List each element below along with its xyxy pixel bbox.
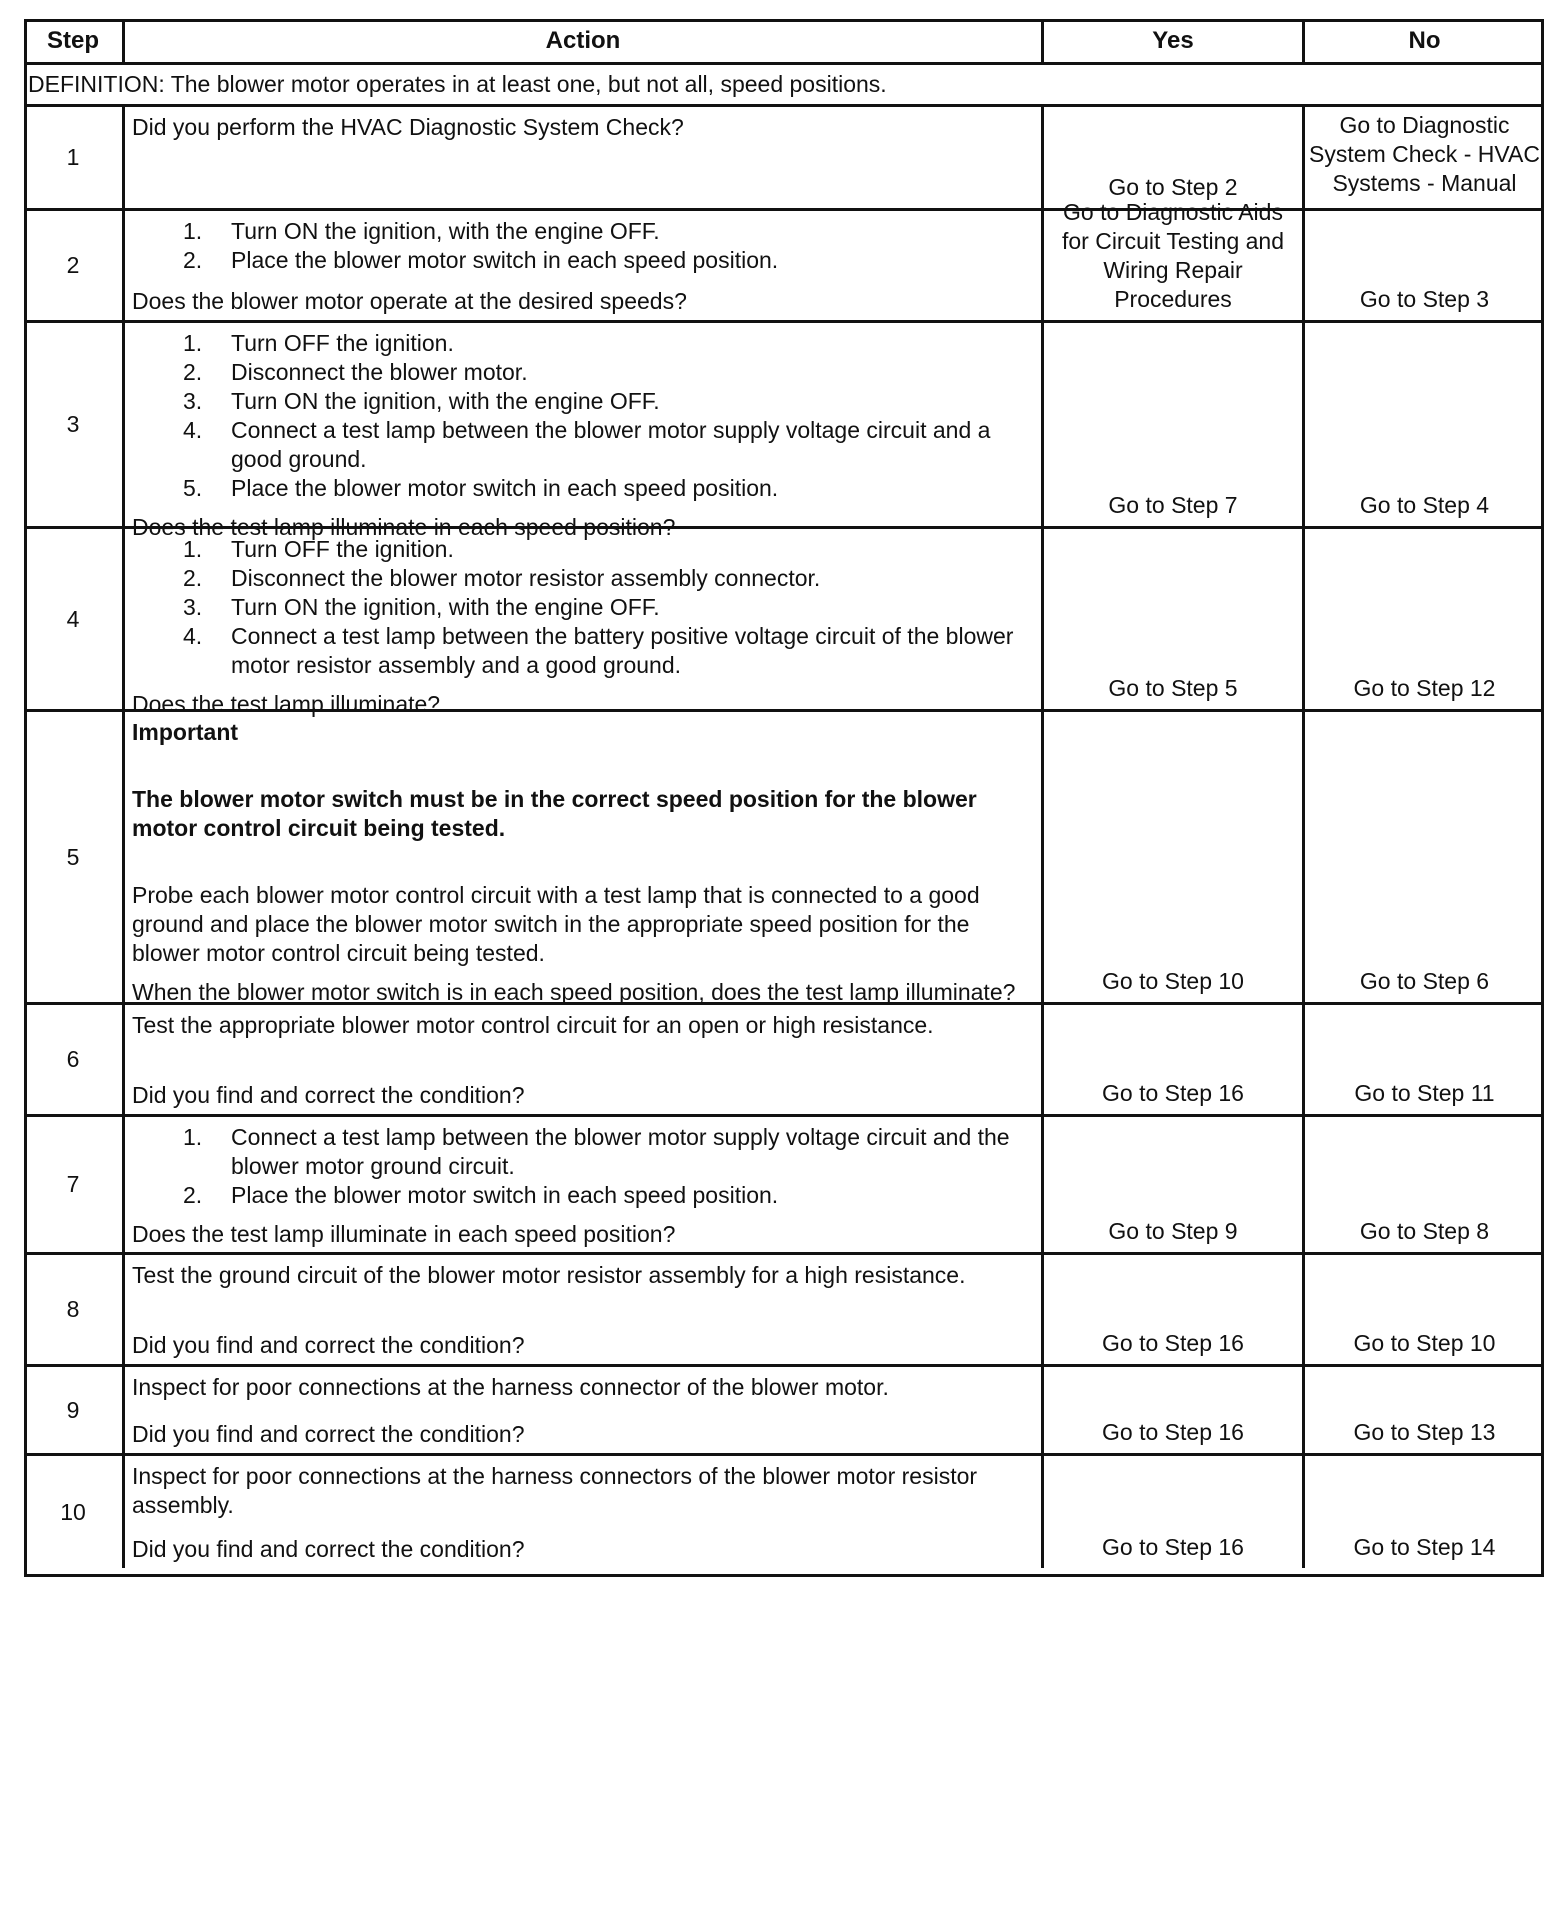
instruction: Inspect for poor connections at the harness connectors of the blower motor resistor assembly. bbox=[132, 1463, 978, 1518]
table-header bbox=[24, 19, 1544, 62]
yes-cell[interactable]: Go to Step 9 bbox=[1108, 1218, 1238, 1244]
table-row bbox=[24, 1453, 1544, 1568]
important-title: Important bbox=[132, 719, 239, 745]
action-list bbox=[132, 535, 1035, 680]
instruction: Probe each blower motor control circuit with a test lamp that is connected to a good ground and place the blower motor switch in the appropriate speed position for the blower motor control circuit being tested. bbox=[132, 882, 980, 966]
question: Does the test lamp illuminate? bbox=[132, 691, 441, 717]
header-step: Step bbox=[46, 27, 99, 54]
no-cell[interactable]: Go to Step 10 bbox=[1353, 1330, 1496, 1356]
action-cell bbox=[125, 1367, 1041, 1453]
instruction: Test the appropriate blower motor control circuit for an open or high resistance. bbox=[132, 1012, 934, 1038]
step-number: 3 bbox=[66, 411, 80, 437]
action-cell bbox=[125, 323, 1041, 540]
list-item: 1. Turn ON the ignition, with the engine OFF. bbox=[183, 218, 660, 244]
step-number: 6 bbox=[66, 1046, 80, 1072]
list-item: 3. Turn ON the ignition, with the engine OFF. bbox=[183, 388, 660, 414]
action-cell bbox=[125, 1456, 1041, 1568]
table-row bbox=[24, 1002, 1544, 1114]
step-number: 10 bbox=[60, 1498, 86, 1525]
action-cell bbox=[125, 1117, 1041, 1252]
action-list bbox=[132, 1123, 1035, 1210]
diagnostic-table bbox=[24, 19, 1544, 1908]
header-action: Action bbox=[545, 27, 621, 54]
question: Does the test lamp illuminate in each speed position? bbox=[132, 1221, 676, 1247]
definition-text: DEFINITION: The blower motor operates in at least one, but not all, speed positions. bbox=[28, 71, 887, 97]
question: Did you find and correct the condition? bbox=[132, 1536, 525, 1562]
step-number: 5 bbox=[66, 843, 80, 870]
no-cell[interactable]: Go to Step 11 bbox=[1354, 1080, 1495, 1106]
action-list bbox=[132, 217, 1035, 275]
no-cell[interactable]: Go to Diagnostic System Check - HVAC Systems - Manual bbox=[1309, 112, 1540, 196]
action-list bbox=[132, 329, 1035, 503]
list-item: 2. Place the blower motor switch in each speed position. bbox=[183, 1182, 779, 1208]
table-row bbox=[24, 1364, 1544, 1453]
instruction: Inspect for poor connections at the harness connector of the blower motor. bbox=[132, 1374, 889, 1400]
question: Does the blower motor operate at the desired speeds? bbox=[132, 288, 687, 314]
yes-cell[interactable]: Go to Step 16 bbox=[1102, 1330, 1244, 1356]
action-cell bbox=[125, 529, 1041, 717]
yes-cell[interactable]: Go to Diagnostic Aids for Circuit Testing and Wiring Repair Procedures bbox=[1061, 199, 1284, 312]
question: When the blower motor switch is in each speed position, does the test lamp illuminate? bbox=[132, 979, 1016, 1005]
list-item: 3. Turn ON the ignition, with the engine OFF. bbox=[183, 594, 660, 620]
no-cell[interactable]: Go to Step 6 bbox=[1359, 968, 1490, 994]
list-item: 5. Place the blower motor switch in each speed position. bbox=[183, 475, 779, 501]
table-row bbox=[24, 709, 1544, 1005]
yes-cell[interactable]: Go to Step 5 bbox=[1108, 675, 1238, 701]
yes-cell[interactable]: Go to Step 2 bbox=[1108, 174, 1238, 200]
no-cell[interactable]: Go to Step 4 bbox=[1359, 492, 1490, 518]
yes-cell[interactable]: Go to Step 10 bbox=[1102, 968, 1244, 994]
action-cell bbox=[125, 107, 1041, 208]
action-cell bbox=[125, 712, 1041, 1005]
step-number: 9 bbox=[66, 1396, 80, 1423]
step-number: 7 bbox=[66, 1171, 80, 1197]
list-item: 2. Disconnect the blower motor. bbox=[183, 359, 528, 385]
yes-cell[interactable]: Go to Step 16 bbox=[1102, 1419, 1244, 1445]
table-row bbox=[24, 199, 1544, 320]
question: Did you find and correct the condition? bbox=[132, 1421, 525, 1447]
list-item: 4. Connect a test lamp between the battery positive voltage circuit of the blower motor resistor assembly and a good ground. bbox=[183, 623, 1014, 678]
no-cell[interactable]: Go to Step 8 bbox=[1359, 1218, 1490, 1244]
list-item: 4. Connect a test lamp between the blower motor supply voltage circuit and a good ground. bbox=[183, 417, 991, 472]
table-row bbox=[24, 104, 1544, 208]
yes-cell[interactable]: Go to Step 16 bbox=[1102, 1080, 1244, 1106]
question: Did you find and correct the condition? bbox=[132, 1082, 525, 1108]
step-number: 8 bbox=[66, 1296, 80, 1322]
list-item: 1. Turn OFF the ignition. bbox=[183, 536, 454, 562]
list-item: 2. Disconnect the blower motor resistor assembly connector. bbox=[183, 565, 821, 591]
question: Did you perform the HVAC Diagnostic System Check? bbox=[132, 114, 684, 140]
table-row bbox=[24, 320, 1544, 540]
important-body: The blower motor switch must be in the correct speed position for the blower motor control circuit being tested. bbox=[132, 786, 977, 841]
definition-row bbox=[24, 62, 1544, 104]
header-yes: Yes bbox=[1152, 27, 1194, 54]
step-number: 1 bbox=[66, 144, 80, 170]
list-item: 1. Turn OFF the ignition. bbox=[183, 330, 454, 356]
step-number: 2 bbox=[66, 252, 80, 278]
yes-cell[interactable]: Go to Step 7 bbox=[1108, 492, 1238, 518]
question: Does the test lamp illuminate in each speed position? bbox=[132, 514, 676, 540]
yes-cell[interactable]: Go to Step 16 bbox=[1102, 1534, 1244, 1560]
no-cell[interactable]: Go to Step 3 bbox=[1359, 286, 1490, 312]
table-row bbox=[24, 526, 1544, 717]
list-item: 2. Place the blower motor switch in each speed position. bbox=[183, 247, 779, 273]
instruction: Test the ground circuit of the blower motor resistor assembly for a high resistance. bbox=[132, 1262, 966, 1288]
list-item: 1. Connect a test lamp between the blower motor supply voltage circuit and the blower motor ground circuit. bbox=[183, 1124, 1010, 1179]
step-number: 4 bbox=[66, 605, 80, 632]
action-cell bbox=[125, 1255, 1041, 1364]
no-cell[interactable]: Go to Step 13 bbox=[1353, 1419, 1496, 1445]
no-cell[interactable]: Go to Step 14 bbox=[1353, 1534, 1496, 1560]
no-cell[interactable]: Go to Step 12 bbox=[1353, 675, 1496, 701]
question: Did you find and correct the condition? bbox=[132, 1332, 525, 1358]
table-row bbox=[24, 1252, 1544, 1364]
header-no: No bbox=[1408, 27, 1441, 54]
action-cell bbox=[125, 211, 1041, 320]
table-row bbox=[24, 1114, 1544, 1252]
action-cell bbox=[125, 1005, 1041, 1114]
